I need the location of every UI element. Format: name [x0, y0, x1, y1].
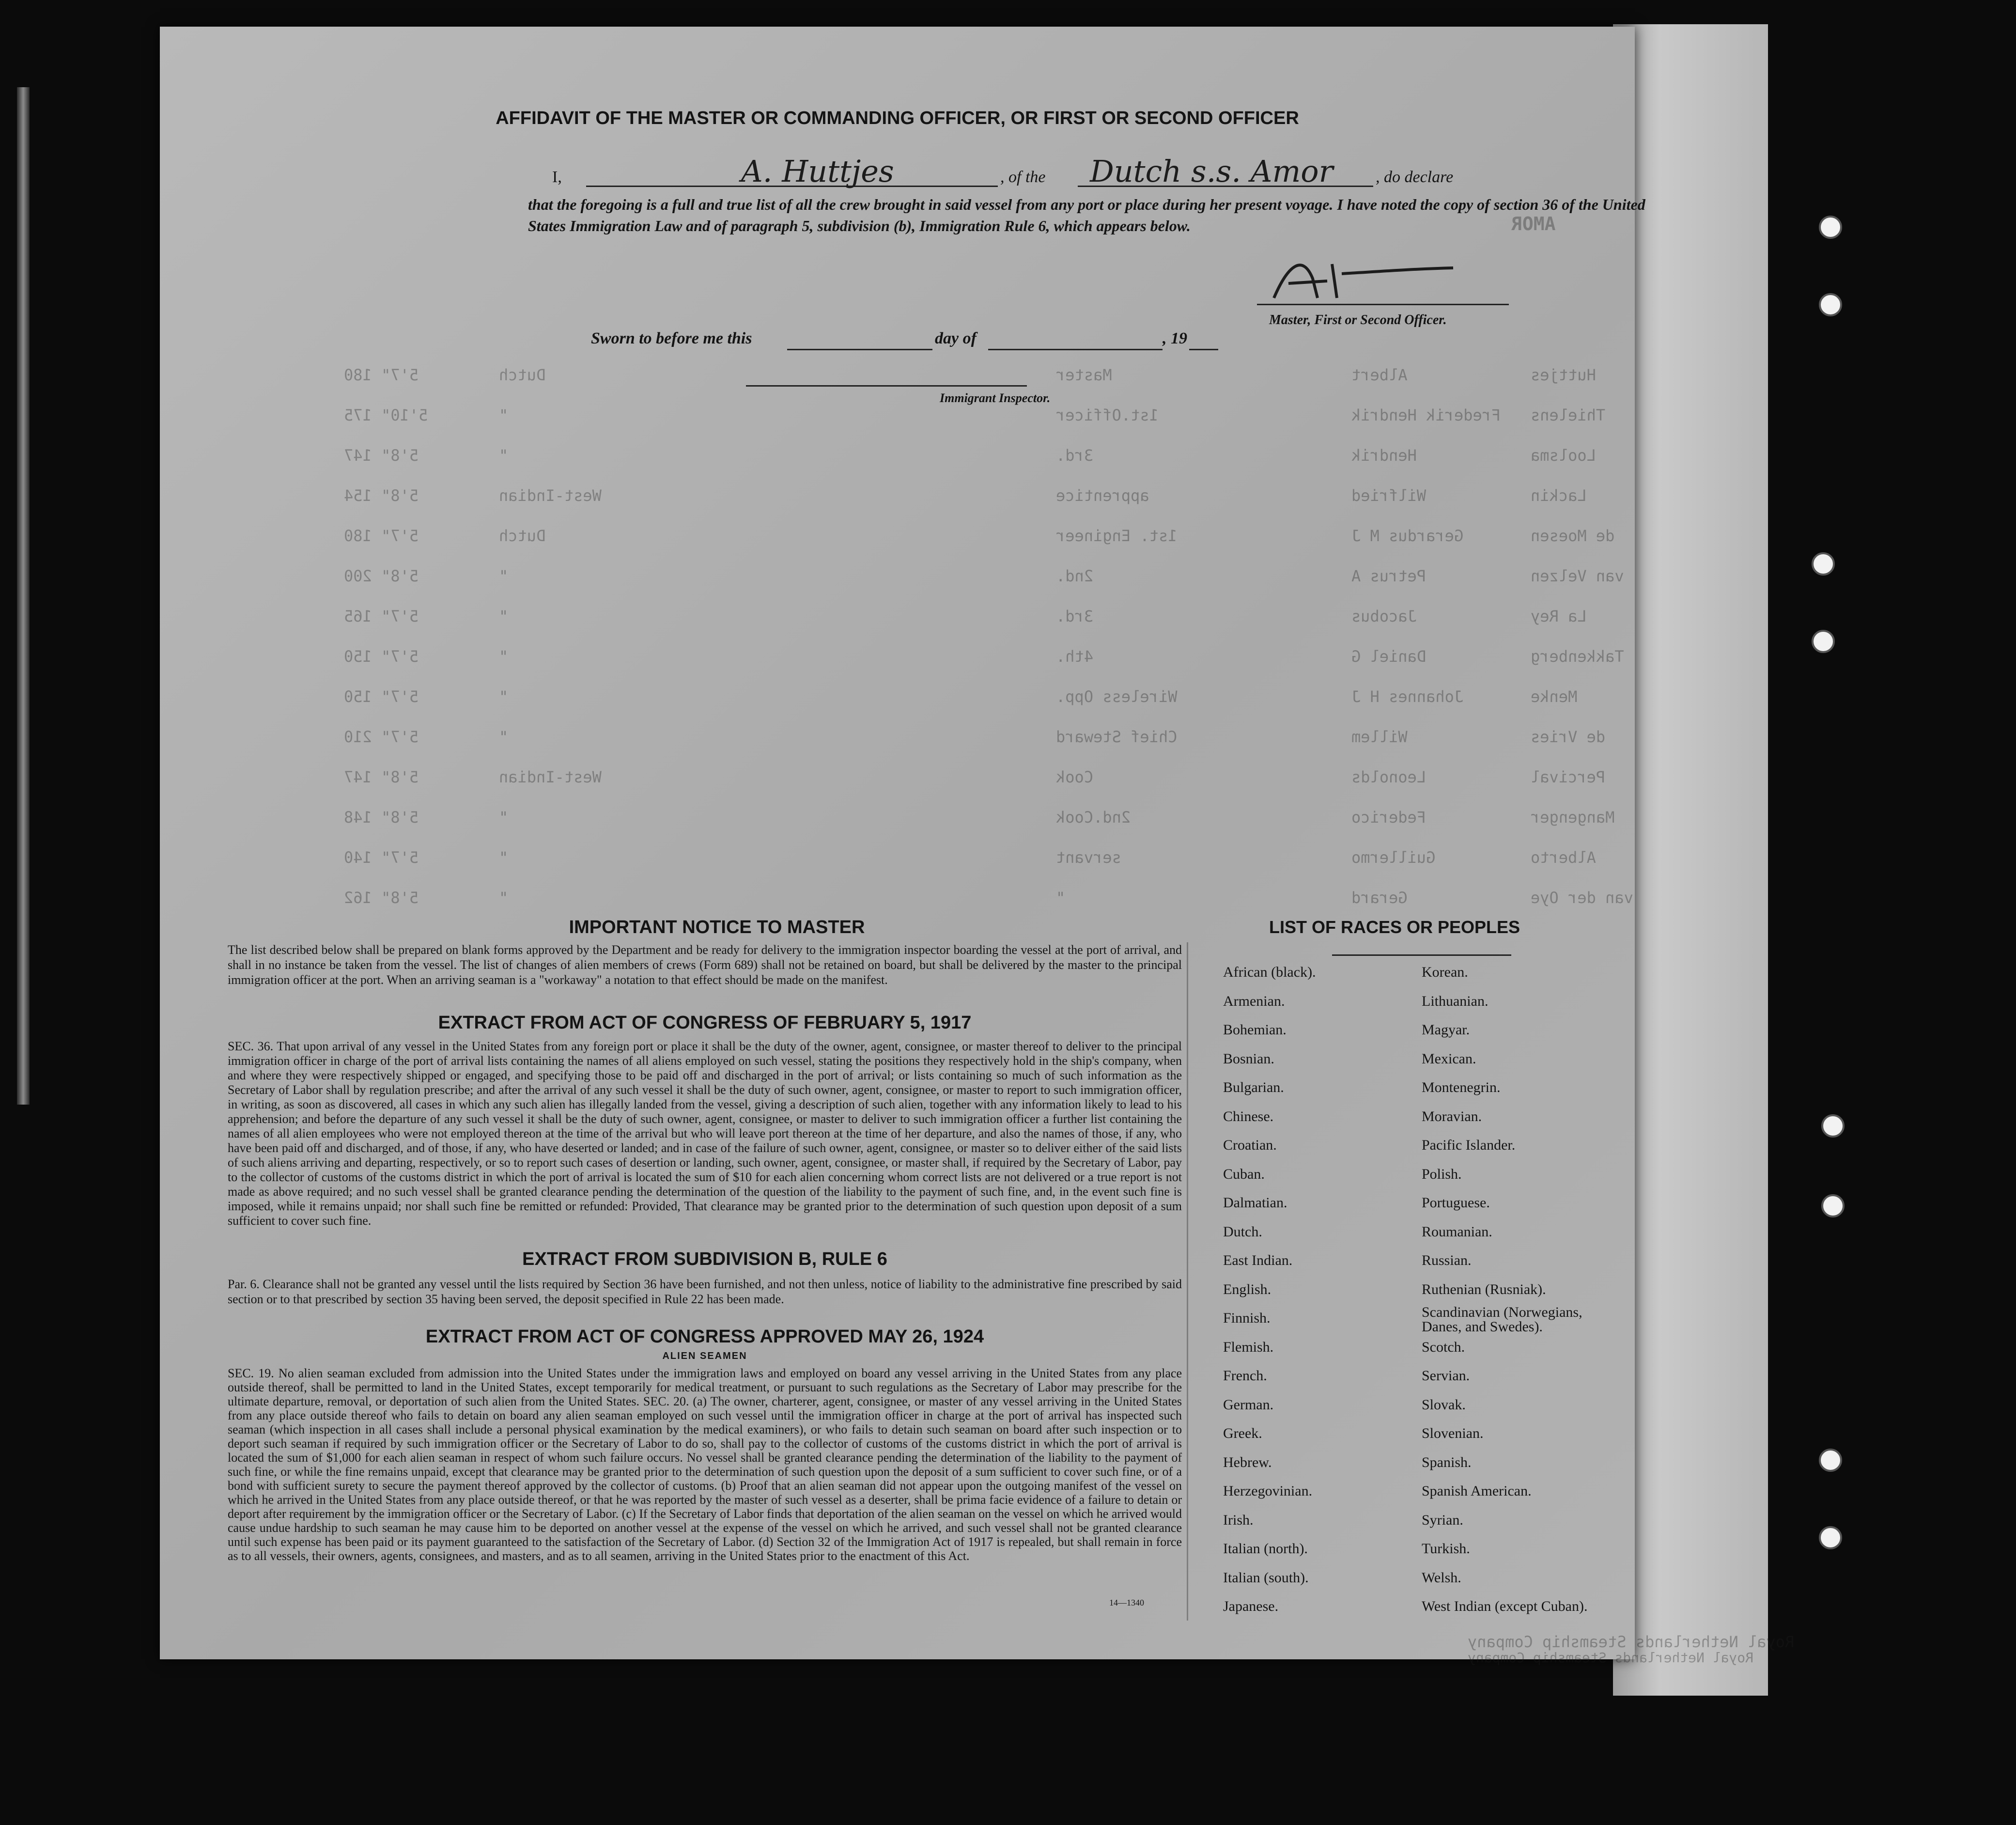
sworn-text-2: day of: [935, 329, 977, 347]
race-item: Cuban.: [1223, 1166, 1265, 1182]
underlying-manifest-page: [1613, 24, 1768, 1696]
race-item: Moravian.: [1422, 1108, 1482, 1124]
bleed-surname: Huttjes: [1531, 366, 1596, 384]
race-item: Pacific Islander.: [1422, 1137, 1516, 1153]
race-item: Flemish.: [1223, 1339, 1274, 1355]
punch-hole: [1821, 1114, 1845, 1138]
bleed-race: Dutch: [499, 527, 546, 545]
race-item: Montenegrin.: [1422, 1079, 1501, 1095]
bleed-height: 5'7" 165: [344, 607, 419, 625]
bleed-race: West-Indian: [499, 486, 602, 505]
bleed-height: 5'8" 147: [344, 446, 419, 465]
scanner-clip: [17, 87, 30, 1105]
affidavit-of-the: , of the: [1000, 168, 1046, 186]
bleed-surname: La Rey: [1531, 607, 1587, 625]
bleed-height: 5'8" 148: [344, 808, 419, 827]
bleed-rank: Master: [1056, 366, 1112, 384]
extract-rule6-body: Par. 6. Clearance shall not be granted any vessel until the lists required by Section 36 have been furnished, and not then unless, notice of liability to the administrative fine prescribed by said section or to that prescribed by section 35 having been served, the deposit specified in Rule 22 has been made.: [228, 1277, 1182, 1306]
bleed-surname: Percival: [1531, 768, 1606, 786]
bleed-company-1: Royal Netherlands Steamship Company: [1468, 1633, 1795, 1651]
bleed-race: ": [499, 446, 509, 465]
bleed-race: ": [499, 728, 509, 746]
race-item: Syrian.: [1422, 1512, 1463, 1528]
bleed-rank: Chief Steward: [1056, 728, 1178, 746]
bleed-rank: 2nd.: [1056, 567, 1094, 585]
sworn-year-line: [1189, 349, 1218, 350]
race-item: Turkish.: [1422, 1541, 1470, 1557]
inspector-caption: Immigrant Inspector.: [940, 391, 1051, 405]
bleed-height: 5'8" 154: [344, 486, 419, 505]
bleed-race: ": [499, 889, 509, 907]
race-item: Mexican.: [1422, 1050, 1476, 1067]
race-item: East Indian.: [1223, 1252, 1293, 1268]
race-item: Korean.: [1422, 964, 1468, 980]
bleed-race: ": [499, 406, 509, 424]
bleed-given: Frederik Hendrik: [1351, 406, 1501, 424]
race-item: Bulgarian.: [1223, 1079, 1284, 1095]
inspector-line: [746, 385, 1027, 387]
bleed-height: 5'7" 180: [344, 366, 419, 384]
bleed-given: Albert: [1351, 366, 1408, 384]
race-item: Bohemian.: [1223, 1022, 1287, 1038]
race-item: Finnish.: [1223, 1310, 1271, 1326]
race-item: Servian.: [1422, 1368, 1470, 1384]
bleed-surname: van der Oye: [1531, 889, 1633, 907]
race-item: English.: [1223, 1281, 1272, 1297]
affidavit-title: AFFIDAVIT OF THE MASTER OR COMMANDING OFFICER, OR FIRST OR SECOND OFFICER: [496, 108, 1299, 128]
race-item: Irish.: [1223, 1512, 1254, 1528]
races-title: LIST OF RACES OR PEOPLES: [1269, 917, 1520, 937]
bleed-rank: apprentice: [1056, 486, 1149, 505]
extract-1917-title: EXTRACT FROM ACT OF CONGRESS OF FEBRUARY 5, 1917: [438, 1013, 972, 1033]
signature-line: [1257, 304, 1509, 305]
race-item: Ruthenian (Rusniak).: [1422, 1281, 1546, 1297]
bleed-race: ": [499, 567, 509, 585]
bleed-given: Gerardus M J: [1351, 527, 1464, 545]
bleed-height: 5'10" 175: [344, 406, 428, 424]
bleed-surname: de Moesen: [1531, 527, 1615, 545]
bleed-rank: 1st.Officer: [1056, 406, 1159, 424]
bleed-race: ": [499, 687, 509, 706]
bleed-given: Petrus A: [1351, 567, 1427, 585]
bleed-race: Dutch: [499, 366, 546, 384]
bleed-rank: 4th.: [1056, 647, 1094, 666]
bleed-given: Guillermo: [1351, 848, 1436, 867]
race-item: Italian (north).: [1223, 1541, 1308, 1557]
sworn-text-3: , 19: [1163, 329, 1187, 347]
bleed-height: 5'8" 147: [344, 768, 419, 786]
column-divider: [1187, 942, 1188, 1621]
bleed-height: 5'7" 140: [344, 848, 419, 867]
bleed-rank: 3rd.: [1056, 446, 1094, 465]
race-item: Polish.: [1422, 1166, 1462, 1182]
race-item: Herzegovinian.: [1223, 1483, 1313, 1499]
bleed-race: ": [499, 808, 509, 827]
bleed-rank: Wireless Opp.: [1056, 687, 1178, 706]
race-item: Hebrew.: [1223, 1454, 1272, 1470]
bleed-surname: de Vries: [1531, 728, 1606, 746]
race-item: Portuguese.: [1422, 1195, 1490, 1211]
race-item: Slovenian.: [1422, 1425, 1484, 1441]
bleed-height: 5'7" 210: [344, 728, 419, 746]
bleed-race: West-Indian: [499, 768, 602, 786]
bleed-given: Wilfried: [1351, 486, 1427, 505]
bleed-ship-name: AMOR: [1511, 213, 1556, 234]
race-item: Spanish.: [1422, 1454, 1472, 1470]
bleed-height: 5'8" 162: [344, 889, 419, 907]
bleed-surname: Takkenberg: [1531, 647, 1624, 666]
bleed-company-2: Royal Netherlands Steamship Company: [1468, 1650, 1754, 1666]
bleed-height: 5'7" 180: [344, 527, 419, 545]
signature-caption: Master, First or Second Officer.: [1269, 312, 1447, 328]
bleed-given: Willem: [1351, 728, 1408, 746]
affidavit-do-declare: , do declare: [1376, 168, 1454, 186]
bleed-surname: Thielens: [1531, 406, 1606, 424]
bleed-rank: Cook: [1056, 768, 1094, 786]
race-item: Spanish American.: [1422, 1483, 1532, 1499]
bleed-given: Daniel G: [1351, 647, 1427, 666]
bleed-height: 5'8" 200: [344, 567, 419, 585]
bleed-given: Gerard: [1351, 889, 1408, 907]
punch-hole: [1812, 630, 1835, 653]
punch-hole: [1819, 1526, 1842, 1549]
master-signature: [1259, 245, 1531, 312]
race-item: Magyar.: [1422, 1022, 1470, 1038]
bleed-surname: Loolsma: [1531, 446, 1596, 465]
race-item: Italian (south).: [1223, 1569, 1309, 1586]
race-item: African (black).: [1223, 964, 1316, 980]
bleed-given: Hendrik: [1351, 446, 1417, 465]
bleed-surname: Alberto: [1531, 848, 1596, 867]
extract-1924-subtitle: ALIEN SEAMEN: [662, 1351, 747, 1361]
punch-hole: [1812, 552, 1835, 576]
master-name-handwritten: A. Huttjes: [741, 154, 894, 189]
extract-1924-title: EXTRACT FROM ACT OF CONGRESS APPROVED MAY 26, 1924: [425, 1326, 984, 1347]
race-item: Dalmatian.: [1223, 1195, 1287, 1211]
race-item: Scotch.: [1422, 1339, 1465, 1355]
sworn-day-line: [787, 349, 932, 350]
bleed-given: Jacobus: [1351, 607, 1417, 625]
race-item: West Indian (except Cuban).: [1422, 1598, 1588, 1614]
bleed-race: ": [499, 647, 509, 666]
form-number: 14—1340: [1109, 1598, 1144, 1607]
punch-hole: [1819, 1449, 1842, 1472]
bleed-given: Johannes H J: [1351, 687, 1464, 706]
sworn-month-line: [988, 349, 1163, 350]
bleed-rank: ": [1056, 889, 1066, 907]
extract-rule6-title: EXTRACT FROM SUBDIVISION B, RULE 6: [522, 1249, 887, 1269]
race-item: Russian.: [1422, 1252, 1472, 1268]
race-item: Chinese.: [1223, 1108, 1274, 1124]
bleed-rank: 2nd.Cook: [1056, 808, 1131, 827]
bleed-surname: Lackin: [1531, 486, 1587, 505]
punch-hole: [1819, 293, 1842, 316]
bleed-height: 5'7" 150: [344, 647, 419, 666]
bleed-height: 5'7" 150: [344, 687, 419, 706]
race-item: Slovak.: [1422, 1396, 1466, 1413]
punch-hole: [1821, 1194, 1845, 1217]
bleed-rank: 3rd.: [1056, 607, 1094, 625]
race-item: French.: [1223, 1368, 1267, 1384]
extract-1924-body: SEC. 19. No alien seaman excluded from admission into the United States under the immigration laws and employed on board any vessel arriving in the United States from any place outside thereof, shall be permitted to land in the United States, except temporarily for medical treatment, or pursuant to such regulations as the Secretary of Labor may prescribe for the ultimate departure, removal, or deportation of such alien from the United States. SEC. 20. (a) The owner, charterer, agent, consignee, or master of any vessel arriving in the United States from any place outside thereof who fails to detain on board any alien seaman employed on such vessel until the immigration officer in charge at the port of arrival has inspected such seaman (which inspection in all cases shall include a personal physical examination by the medical examiners), or who fails to detain such seaman on board after such inspection or to deport such seaman if required by such immigration officer or the Secretary of Labor to do so, shall pay to the collector of customs of the customs district in which the port of arrival is located the sum of $1,000 for each alien seaman in respect of whom such failure occurs. No vessel shall be granted clearance pending the determination of the liability to the payment of such fine, or while the fine remains unpaid, except that clearance may be granted prior to the determination of such question upon the deposit of a sum sufficient to cover such fine, or of a bond with sufficient surety to secure the payment thereof approved by the collector of customs. (b) Proof that an alien seaman did not appear upon the outgoing manifest of the vessel on which he arrived in the United States from any place outside thereof, or that he was reported by the master of such vessel as a deserter, shall be prima facie evidence of a failure to detain or deport after requirement by the immigration officer or the Secretary of Labor. (c) If the Secretary of Labor finds that deportation of the alien seaman on the vessel on which he arrived would cause undue hardship to such seaman he may cause him to be deported on another vessel at the expense of the vessel on which he arrived, and such vessel shall not be granted clearance until such expense has been paid or its payment guaranteed to the satisfaction of the Secretary of Labor. (d) Section 32 of the Immigration Act of 1917 is repealed, but shall remain in force as to all vessels, their owners, agents, consignees, and masters, and as to all seamen, arriving in the United States prior to the enactment of this Act.: [228, 1366, 1182, 1563]
vessel-name-handwritten: Dutch s.s. Amor: [1090, 154, 1334, 189]
affidavit-pre-name: I,: [552, 168, 562, 186]
race-item: Croatian.: [1223, 1137, 1277, 1153]
race-item: Armenian.: [1223, 993, 1285, 1009]
bleed-rank: servant: [1056, 848, 1121, 867]
bleed-rank: 1st. Engineer: [1056, 527, 1178, 545]
race-item: Lithuanian.: [1422, 993, 1489, 1009]
race-item: Bosnian.: [1223, 1050, 1274, 1067]
notice-title: IMPORTANT NOTICE TO MASTER: [569, 917, 865, 937]
punch-hole: [1819, 216, 1842, 239]
notice-body: The list described below shall be prepared on blank forms approved by the Department and be ready for delivery to the immigration inspector boarding the vessel at the port of arrival, and shall in no instance be taken from the vessel. The list of changes of alien members of crews (Form 689) shall not be retained on board, but shall be delivered by the master to the principal immigration officer at the port. When an arriving seaman is a "workaway" a notation to that effect should be made on the manifest.: [228, 943, 1182, 987]
bleed-race: ": [499, 848, 509, 867]
bleed-surname: Mangenger: [1531, 808, 1615, 827]
race-item: Dutch.: [1223, 1223, 1262, 1240]
bleed-given: Federico: [1351, 808, 1427, 827]
bleed-surname: Menke: [1531, 687, 1578, 706]
bleed-race: ": [499, 607, 509, 625]
bleed-given: Leonolds: [1351, 768, 1427, 786]
race-item: Welsh.: [1422, 1569, 1461, 1586]
race-item: Japanese.: [1223, 1598, 1279, 1614]
race-item: Scandinavian (Norwegians, Danes, and Swedes).: [1422, 1304, 1582, 1335]
sworn-text-1: Sworn to before me this: [591, 329, 752, 347]
extract-1917-body: SEC. 36. That upon arrival of any vessel in the United States from any foreign port or place it shall be the duty of the owner, agent, consignee, or master thereof to deliver to the principal immigration officer in charge of the port of arrival lists containing the names of all aliens employed on such vessel, stating the positions they respectively hold in the ship's company, when and where they were respectively shipped or engaged, and specifying those to be paid off and discharged in the port of arrival; or lists containing so much of such information as the Secretary of Labor shall by regulation prescribe; and after the arrival of any such vessel it shall be the duty of such owner, agent, consignee, or master to report to such immigration officer, in writing, as soon as discovered, all cases in which any such alien has illegally landed from the vessel, giving a description of such alien, together with any information likely to lead to his apprehension; and before the departure of any such vessel it shall be the duty of such owner, agent, consignee, or master to deliver to such immigration officer a further list containing the names of all alien employees who were not employed thereon at the time of the arrival but who will leave port thereon at the time of her departure, and also the names of those, if any, who have been paid off and discharged, and of those, if any, who have deserted or landed; and in case of the failure of such owner, agent, consignee, or master so to deliver either of the said lists of such aliens arriving and departing, respectively, or so to report such cases of desertion or landing, such owner, agent, consignee, or master shall, if required by the Secretary of Labor, pay to the collector of customs of the customs district in which the port of arrival is located the sum of $10 for each alien concerning whom correct lists are not delivered or a true report is not made as above required; and no such vessel shall be granted clearance pending the determination of the question of the liability to the payment of such fine, and, in the event such fine is imposed, while it remains unpaid; nor shall such fine be remitted or refunded: Provided, That clearance may be granted prior to the determination of such question upon deposit of a sum sufficient to cover such fine.: [228, 1039, 1182, 1228]
bleed-surname: van Velzen: [1531, 567, 1624, 585]
race-item: Greek.: [1223, 1425, 1262, 1441]
races-title-rule: [1332, 954, 1511, 956]
race-item: Roumanian.: [1422, 1223, 1492, 1240]
manifest-sheet: [160, 27, 1795, 1666]
race-item: German.: [1223, 1396, 1274, 1413]
affidavit-body: that the foregoing is a full and true list of all the crew brought in said vessel from any port or place during her present voyage. I have noted the copy of section 36 of the United States Immigration Law and of paragraph 5, subdivision (b), Immigration Rule 6, which appears below.: [528, 196, 1645, 234]
